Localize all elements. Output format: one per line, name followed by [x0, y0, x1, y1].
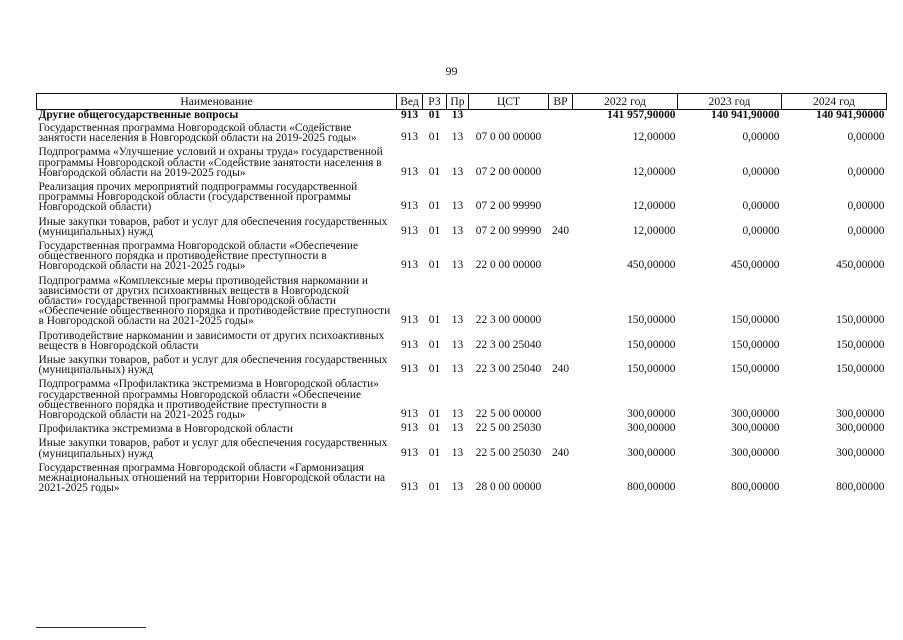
- cell-rz: 01: [428, 200, 441, 213]
- cell-vr: [549, 240, 573, 275]
- cell-name: Иные закупки товаров, работ и услуг для обеспечения государственных (муниципальных) нужд: [38, 215, 388, 238]
- table-row: [37, 110, 887, 123]
- cell-y2024: 150,00000: [836, 314, 885, 327]
- cell-rz: 01: [428, 446, 441, 459]
- table-row: [37, 216, 887, 240]
- cell-rz: 01: [428, 109, 441, 121]
- cell-pr: 13: [451, 109, 464, 121]
- cell-y2022: 141 957,90000: [607, 109, 676, 121]
- cell-y2022: 150,00000: [627, 338, 676, 351]
- cell-y2022: 150,00000: [627, 314, 676, 327]
- cell-ved: 913: [400, 422, 419, 435]
- cell-ved: 913: [400, 446, 419, 459]
- table-header-row: [37, 94, 887, 110]
- cell-rz: 01: [428, 481, 441, 494]
- cell-pr: 13: [451, 408, 464, 421]
- cell-y2024: 300,00000: [836, 446, 885, 459]
- cell-vr: 240: [551, 224, 570, 237]
- cell-cst: 22 5 00 25030: [475, 446, 542, 459]
- cell-ved: 913: [400, 165, 419, 178]
- cell-vr: [549, 462, 573, 497]
- column-header-2022: 2022 год: [573, 94, 678, 110]
- cell-rz: 01: [428, 224, 441, 237]
- column-header-2024: 2024 год: [782, 94, 887, 110]
- cell-y2024: 0,00000: [847, 200, 885, 213]
- table-row: [37, 181, 887, 216]
- table-row: [37, 240, 887, 275]
- budget-table: [36, 93, 887, 497]
- cell-name: Иные закупки товаров, работ и услуг для обеспечения государственных (муниципальных) нужд: [38, 354, 388, 377]
- cell-vr: 240: [551, 446, 570, 459]
- cell-y2022: 12,00000: [632, 200, 676, 213]
- cell-ved: 913: [400, 408, 419, 421]
- cell-y2022: 800,00000: [627, 481, 676, 494]
- cell-y2024: 0,00000: [847, 131, 885, 144]
- cell-ved: 913: [400, 224, 419, 237]
- cell-vr: [549, 423, 573, 437]
- cell-y2022: 300,00000: [627, 422, 676, 435]
- cell-name: Государственная программа Новгородской области «Обеспечение общественного порядка и противодействие преступности в Новгородской области на 2021-2025 годы»: [38, 240, 359, 273]
- cell-name: Другие общегосударственные вопросы: [38, 109, 239, 121]
- cell-cst: 22 3 00 25040: [475, 363, 542, 376]
- cell-pr: 13: [451, 338, 464, 351]
- cell-y2022: 300,00000: [627, 408, 676, 421]
- cell-y2022: 12,00000: [632, 165, 676, 178]
- cell-name: Противодействие наркомании и зависимости от других психоактивных веществ в Новгородской области: [38, 329, 385, 352]
- cell-y2024: 150,00000: [836, 363, 885, 376]
- cell-pr: 13: [451, 259, 464, 272]
- column-header-pr: Пр: [447, 94, 469, 110]
- cell-ved: 913: [400, 109, 419, 121]
- table-body: [37, 110, 887, 497]
- cell-y2024: 150,00000: [836, 338, 885, 351]
- cell-name: Реализация прочих мероприятий подпрограммы государственной программы Новгородской области (государственной программы Новгородской области): [38, 181, 358, 214]
- table-row: [37, 146, 887, 181]
- cell-ved: 913: [400, 259, 419, 272]
- column-header-vr: ВР: [549, 94, 573, 110]
- cell-rz: 01: [428, 131, 441, 144]
- cell-y2023: 800,00000: [731, 481, 780, 494]
- cell-name: Государственная программа Новгородской области «Гармонизация межнациональных отношений на территории Новгородской области на 2021-2025 годы»: [38, 461, 386, 495]
- cell-y2024: 300,00000: [836, 422, 885, 435]
- column-header-rz: РЗ: [423, 94, 447, 110]
- cell-name: Подпрограмма «Комплексные меры противодействия наркомании и зависимости от других психоактивных веществ в Новгородской области» государственной программы Новгородской области «Обеспечение общественного порядка и противодействие преступности в Новгородской области на 2021-2025 годы»: [38, 274, 391, 328]
- cell-y2024: 0,00000: [847, 224, 885, 237]
- cell-y2024: 0,00000: [847, 165, 885, 178]
- cell-y2023: 300,00000: [731, 422, 780, 435]
- cell-pr: 13: [451, 224, 464, 237]
- column-header-name: Наименование: [37, 94, 397, 110]
- cell-vr: [549, 378, 573, 423]
- table-row: [37, 275, 887, 330]
- cell-cst: 22 0 00 00000: [475, 259, 542, 272]
- cell-ved: 913: [400, 363, 419, 376]
- column-header-ved: Вед: [397, 94, 423, 110]
- cell-vr: [549, 122, 573, 146]
- cell-pr: 13: [451, 363, 464, 376]
- table-row: [37, 122, 887, 146]
- cell-rz: 01: [428, 259, 441, 272]
- cell-y2022: 150,00000: [627, 363, 676, 376]
- cell-y2024: 450,00000: [836, 259, 885, 272]
- cell-name: Иные закупки товаров, работ и услуг для обеспечения государственных (муниципальных) нужд: [38, 437, 388, 460]
- cell-pr: 13: [451, 131, 464, 144]
- cell-name: Подпрограмма «Улучшение условий и охраны труда» государственной программы Новгородской области «Содействие занятости населения в Новгородской области на 2019-2025 годы»: [38, 146, 383, 179]
- cell-cst: 07 2 00 00000: [475, 165, 542, 178]
- column-header-cst: ЦСТ: [469, 94, 549, 110]
- cell-ved: 913: [400, 314, 419, 327]
- cell-y2024: 800,00000: [836, 481, 885, 494]
- table-row: [37, 437, 887, 461]
- cell-cst: 22 3 00 00000: [475, 314, 542, 327]
- table-row: [37, 330, 887, 354]
- cell-ved: 913: [400, 481, 419, 494]
- cell-cst: 07 2 00 99990: [475, 200, 542, 213]
- cell-vr: [549, 330, 573, 354]
- table-row: [37, 354, 887, 378]
- cell-vr: [549, 110, 573, 123]
- cell-rz: 01: [428, 314, 441, 327]
- cell-pr: 13: [451, 200, 464, 213]
- cell-y2023: 150,00000: [731, 363, 780, 376]
- cell-cst: 22 3 00 25040: [475, 338, 542, 351]
- cell-y2023: 150,00000: [731, 338, 780, 351]
- cell-pr: 13: [451, 422, 464, 435]
- page-number: 99: [445, 64, 458, 78]
- cell-cst: [469, 110, 549, 123]
- cell-y2023: 0,00000: [742, 165, 780, 178]
- cell-y2024: 300,00000: [836, 408, 885, 421]
- cell-pr: 13: [451, 314, 464, 327]
- cell-rz: 01: [428, 363, 441, 376]
- cell-vr: [549, 146, 573, 181]
- cell-pr: 13: [451, 165, 464, 178]
- column-header-2023: 2023 год: [678, 94, 782, 110]
- cell-name: Профилактика экстремизма в Новгородской области: [38, 423, 293, 436]
- table-row: [37, 462, 887, 497]
- cell-cst: 22 5 00 00000: [475, 408, 542, 421]
- cell-pr: 13: [451, 446, 464, 459]
- cell-y2023: 300,00000: [731, 408, 780, 421]
- cell-y2023: 0,00000: [742, 200, 780, 213]
- cell-y2022: 12,00000: [632, 224, 676, 237]
- table-row: [37, 378, 887, 423]
- cell-vr: 240: [551, 363, 570, 376]
- cell-cst: 07 2 00 99990: [475, 224, 542, 237]
- cell-vr: [549, 275, 573, 330]
- cell-ved: 913: [400, 338, 419, 351]
- cell-y2023: 300,00000: [731, 446, 780, 459]
- footnote-rule: [36, 627, 146, 628]
- cell-name: Государственная программа Новгородской области «Содействие занятости населения в Новгородской области на 2019-2025 годы»: [38, 122, 357, 145]
- table-row: [37, 423, 887, 437]
- cell-y2023: 150,00000: [731, 314, 780, 327]
- cell-y2023: 0,00000: [742, 131, 780, 144]
- cell-y2023: 140 941,90000: [711, 109, 780, 121]
- cell-ved: 913: [400, 131, 419, 144]
- cell-name: Подпрограмма «Профилактика экстремизма в Новгородской области» государственной программы Новгородской области «Обеспечение общественного порядка и противодействие преступности в Новгородской области на 2021-2025 годы»: [38, 378, 379, 422]
- cell-rz: 01: [428, 165, 441, 178]
- cell-vr: [549, 181, 573, 216]
- cell-cst: 22 5 00 25030: [475, 422, 542, 435]
- cell-rz: 01: [428, 422, 441, 435]
- cell-y2022: 12,00000: [632, 131, 676, 144]
- cell-cst: 07 0 00 00000: [475, 131, 542, 144]
- cell-cst: 28 0 00 00000: [475, 481, 542, 494]
- cell-rz: 01: [428, 408, 441, 421]
- cell-ved: 913: [400, 200, 419, 213]
- cell-y2023: 0,00000: [742, 224, 780, 237]
- cell-pr: 13: [451, 481, 464, 494]
- cell-rz: 01: [428, 338, 441, 351]
- cell-y2024: 140 941,90000: [816, 109, 885, 121]
- cell-y2023: 450,00000: [731, 259, 780, 272]
- cell-y2022: 300,00000: [627, 446, 676, 459]
- cell-y2022: 450,00000: [627, 259, 676, 272]
